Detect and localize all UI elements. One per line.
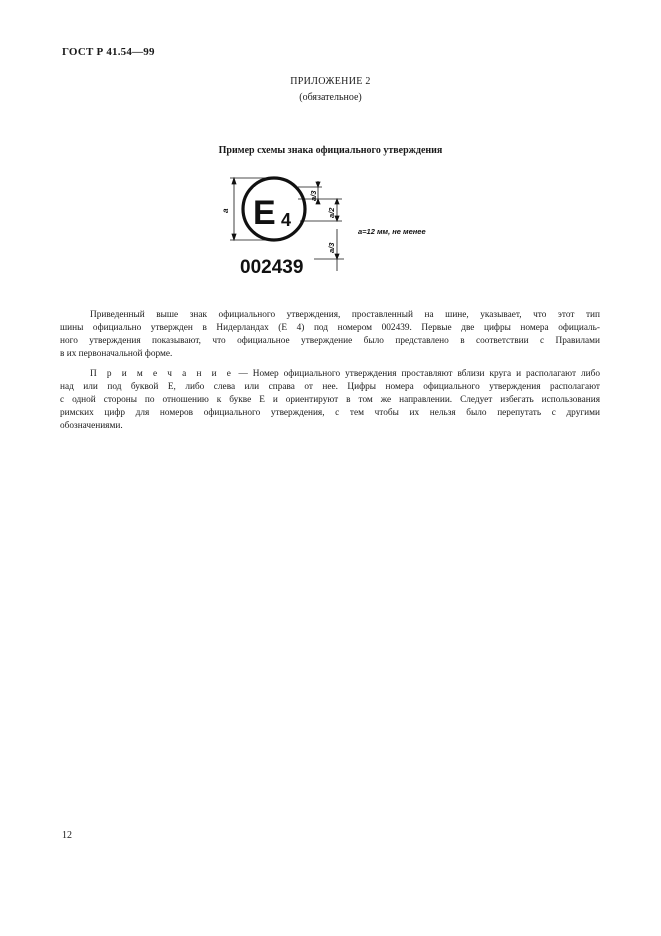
dimension-a-label: a xyxy=(221,208,230,213)
dimension-right xyxy=(298,181,344,271)
dimension-a3-bottom-label: a/3 xyxy=(327,242,336,253)
appendix-subtitle: (обязательное) xyxy=(299,92,362,103)
appendix-title: ПРИЛОЖЕНИЕ 2 xyxy=(290,76,371,87)
paragraph-line: шины официально утвержден в Нидерландах (Е 4) под номером 002439. Первые две цифры номера официаль- xyxy=(60,323,600,333)
note-first-line-text: — Номер официального утверждения проставляют вблизи круга и располагают либо xyxy=(233,369,601,379)
approval-mark-figure xyxy=(210,175,450,280)
note-line: над или под буквой Е, либо слева или справа от нее. Цифры номера официального утверждения располагают xyxy=(60,382,600,392)
approval-letter: E xyxy=(253,194,276,232)
country-number: 4 xyxy=(281,210,292,230)
note-first-line xyxy=(90,368,600,381)
size-note: a=12 мм, не менее xyxy=(358,227,426,236)
note-line: с одной стороны по отношению к букве Е и ориентируют в том же направлении. Следует избегать использования xyxy=(60,395,600,405)
dimension-a3-top-label: a/3 xyxy=(309,190,318,201)
paragraph-explanation xyxy=(60,309,600,361)
dimension-a2-label: a/2 xyxy=(327,207,336,218)
note-label: П р и м е ч а н и е xyxy=(90,369,234,379)
section-title: Пример схемы знака официального утверждения xyxy=(218,145,443,156)
page-number: 12 xyxy=(62,830,72,841)
paragraph-line: Приведенный выше знак официального утверждения, проставленный на шине, указывает, что этот тип xyxy=(90,310,600,320)
note-paragraph xyxy=(60,368,601,433)
document-code: ГОСТ Р 41.54—99 xyxy=(62,46,155,58)
paragraph-line: ного утверждения показывают, что официальное утверждение было представлено в соответствии с Правилами xyxy=(60,336,600,346)
approval-number: 002439 xyxy=(240,257,304,278)
paragraph-line: в их первоначальной форме. xyxy=(60,349,173,359)
note-line: римских цифр для номеров официального утверждения, с тем чтобы их нельзя было перепутать с другими xyxy=(60,408,600,418)
note-line: обозначениями. xyxy=(60,421,123,431)
